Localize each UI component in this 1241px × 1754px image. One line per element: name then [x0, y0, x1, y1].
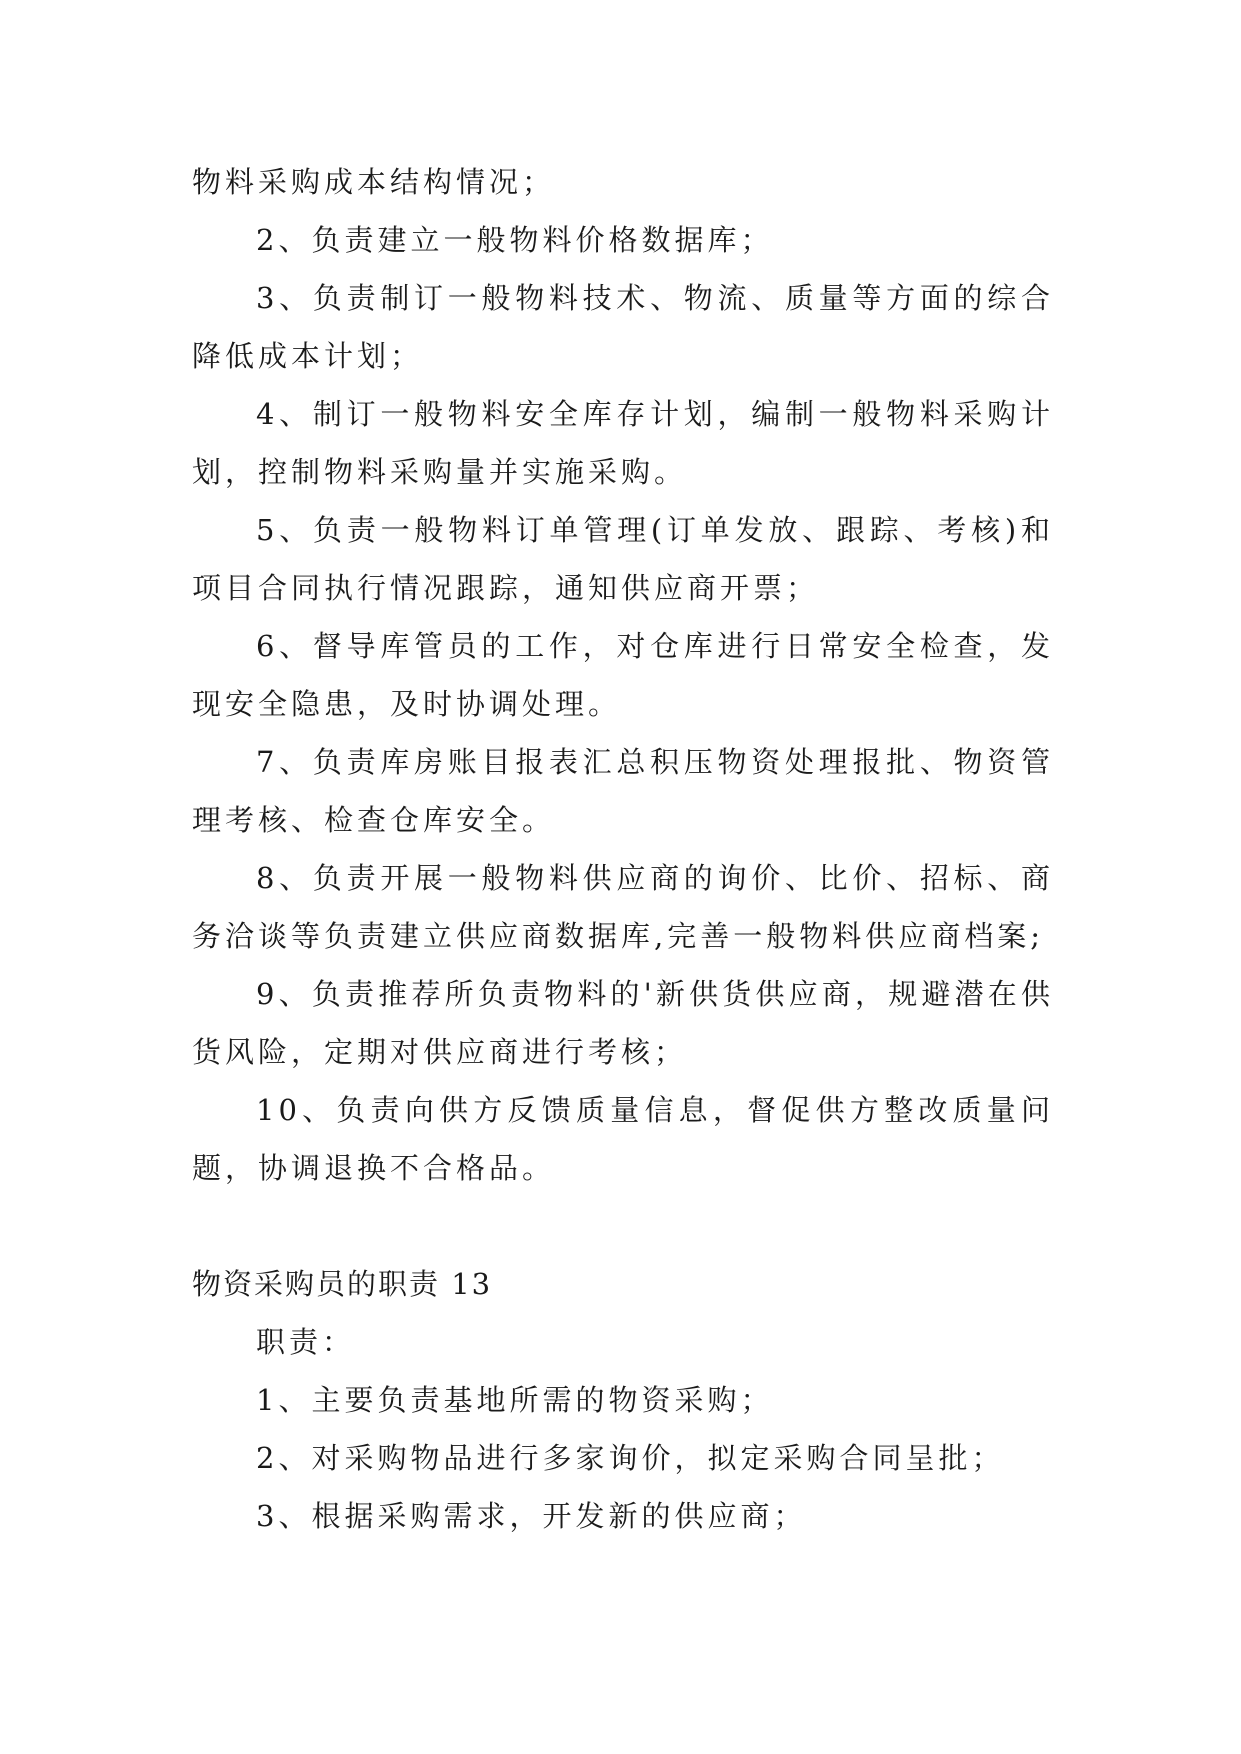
duty-item-9: 9、负责推荐所负责物料的'新供货供应商，规避潜在供货风险，定期对供应商进行考核； — [192, 977, 1054, 1069]
section2-item-1: 1、主要负责基地所需的物资采购； — [256, 1383, 774, 1417]
duty-item-6: 6、督导库管员的工作，对仓库进行日常安全检查，发现安全隐患，及时协调处理。 — [192, 629, 1054, 721]
section-gap — [192, 1197, 1054, 1255]
document-page — [192, 153, 1054, 1545]
duty-item-4: 4、制订一般物料安全库存计划，编制一般物料采购计划，控制物料采购量并实施采购。 — [192, 397, 1054, 489]
duty-item-3: 3、负责制订一般物料技术、物流、质量等方面的综合降低成本计划； — [192, 281, 1054, 373]
duty-item-8: 8、负责开展一般物料供应商的询价、比价、招标、商务洽谈等负责建立供应商数据库,完善一般物料供应商档案; — [192, 861, 1054, 953]
continuation-paragraph: 物料采购成本结构情况； — [192, 165, 556, 199]
section2-item-3: 3、根据采购需求，开发新的供应商； — [256, 1499, 807, 1533]
duty-item-5: 5、负责一般物料订单管理(订单发放、跟踪、考核)和项目合同执行情况跟踪，通知供应商开票； — [192, 513, 1054, 605]
section2-item-2: 2、对采购物品进行多家询价，拟定采购合同呈批； — [256, 1441, 1005, 1475]
section-title: 物资采购员的职责 13 — [192, 1267, 493, 1301]
duty-item-10: 10、负责向供方反馈质量信息，督促供方整改质量问题，协调退换不合格品。 — [192, 1093, 1054, 1185]
duty-item-2: 2、负责建立一般物料价格数据库； — [256, 223, 774, 257]
duty-item-7: 7、负责库房账目报表汇总积压物资处理报批、物资管理考核、检查仓库安全。 — [192, 745, 1054, 837]
duties-label: 职责： — [256, 1325, 356, 1359]
